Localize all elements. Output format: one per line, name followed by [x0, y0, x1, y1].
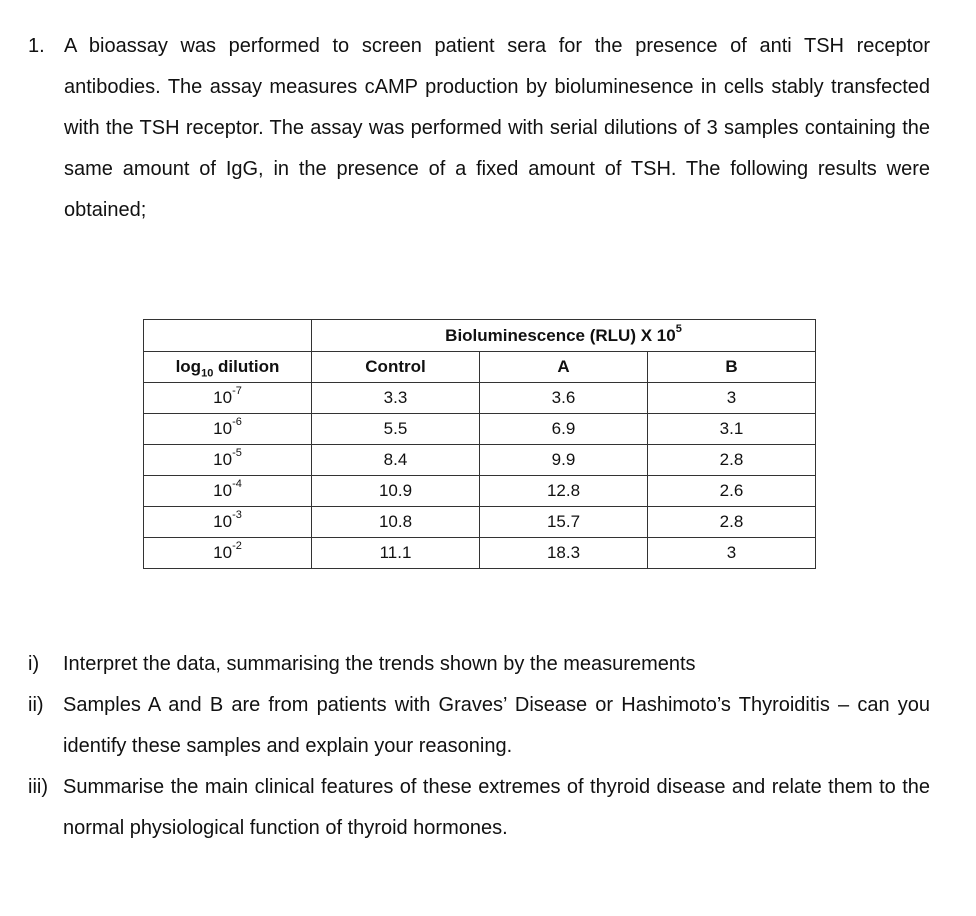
bioluminescence-header-text: Bioluminescence (RLU) X 10 [445, 325, 676, 345]
dilution-cell [144, 476, 312, 507]
sample-b-cell: 3 [648, 538, 816, 569]
dilution-header-subscript: 10 [201, 367, 214, 380]
dilution-cell [144, 383, 312, 414]
dilution-base: 10 [213, 512, 233, 531]
control-cell: 8.4 [312, 445, 480, 476]
table-row [144, 445, 816, 476]
dilution-base: 10 [213, 543, 233, 562]
dilution-exponent: -7 [232, 385, 242, 398]
results-table [143, 319, 816, 569]
sample-b-column-header: B [648, 352, 816, 383]
dilution-exponent: -2 [232, 540, 242, 553]
question-number: 1. [28, 35, 45, 57]
subquestion-item [28, 767, 930, 849]
subquestion-number: ii) [28, 694, 44, 716]
sample-a-cell: 18.3 [480, 538, 648, 569]
dilution-cell [144, 445, 312, 476]
dilution-column-header [144, 352, 312, 383]
bioluminescence-header [312, 320, 816, 352]
control-cell: 10.8 [312, 507, 480, 538]
table-header-row-columns [144, 352, 816, 383]
dilution-cell [144, 507, 312, 538]
sample-b-cell: 2.8 [648, 507, 816, 538]
sample-b-cell: 3.1 [648, 414, 816, 445]
dilution-cell [144, 414, 312, 445]
table-row [144, 476, 816, 507]
dilution-base: 10 [213, 388, 233, 407]
dilution-base: 10 [213, 419, 233, 438]
dilution-exponent: -4 [232, 478, 242, 491]
subquestion-item [28, 644, 930, 685]
control-cell: 10.9 [312, 476, 480, 507]
sample-b-cell: 2.8 [648, 445, 816, 476]
dilution-exponent: -3 [232, 509, 242, 522]
dilution-exponent: -6 [232, 416, 242, 429]
subquestion-item [28, 685, 930, 767]
question-text: A bioassay was performed to screen patient sera for the presence of anti TSH receptor antibodies. The assay measures cAMP production by bioluminesence in cells stably transfected with the TSH receptor. The assay was performed with serial dilutions of 3 samples containing the same amount of IgG, in the presence of a fixed amount of TSH. The following results were obtained; [64, 35, 930, 221]
dilution-exponent: -5 [232, 447, 242, 460]
dilution-header-suffix: dilution [213, 357, 280, 376]
table-row [144, 507, 816, 538]
subquestion-text: Samples A and B are from patients with Graves’ Disease or Hashimoto’s Thyroiditis – can you identify these samples and explain your reasoning. [63, 694, 930, 757]
bioluminescence-header-exponent: 5 [675, 322, 682, 335]
sample-a-cell: 6.9 [480, 414, 648, 445]
sample-a-cell: 3.6 [480, 383, 648, 414]
sample-a-cell: 9.9 [480, 445, 648, 476]
subquestion-text: Summarise the main clinical features of these extremes of thyroid disease and relate them to the normal physiological function of thyroid hormones. [63, 776, 930, 839]
subquestion-text: Interpret the data, summarising the trends shown by the measurements [63, 653, 696, 675]
sample-b-cell: 3 [648, 383, 816, 414]
sample-a-cell: 15.7 [480, 507, 648, 538]
table-row [144, 414, 816, 445]
subquestion-number: i) [28, 653, 40, 675]
control-cell: 3.3 [312, 383, 480, 414]
table-row [144, 383, 816, 414]
results-table-container [143, 319, 816, 569]
sample-a-column-header: A [480, 352, 648, 383]
control-cell: 5.5 [312, 414, 480, 445]
subquestion-number: iii) [28, 776, 48, 798]
table-header-row-group [144, 320, 816, 352]
table-header-empty-cell [144, 320, 312, 352]
question-1 [28, 26, 930, 231]
table-row [144, 538, 816, 569]
dilution-header-prefix: log [175, 357, 202, 376]
subquestions-list [28, 644, 930, 849]
dilution-cell [144, 538, 312, 569]
dilution-base: 10 [213, 450, 233, 469]
sample-b-cell: 2.6 [648, 476, 816, 507]
dilution-base: 10 [213, 481, 233, 500]
control-column-header: Control [312, 352, 480, 383]
sample-a-cell: 12.8 [480, 476, 648, 507]
control-cell: 11.1 [312, 538, 480, 569]
